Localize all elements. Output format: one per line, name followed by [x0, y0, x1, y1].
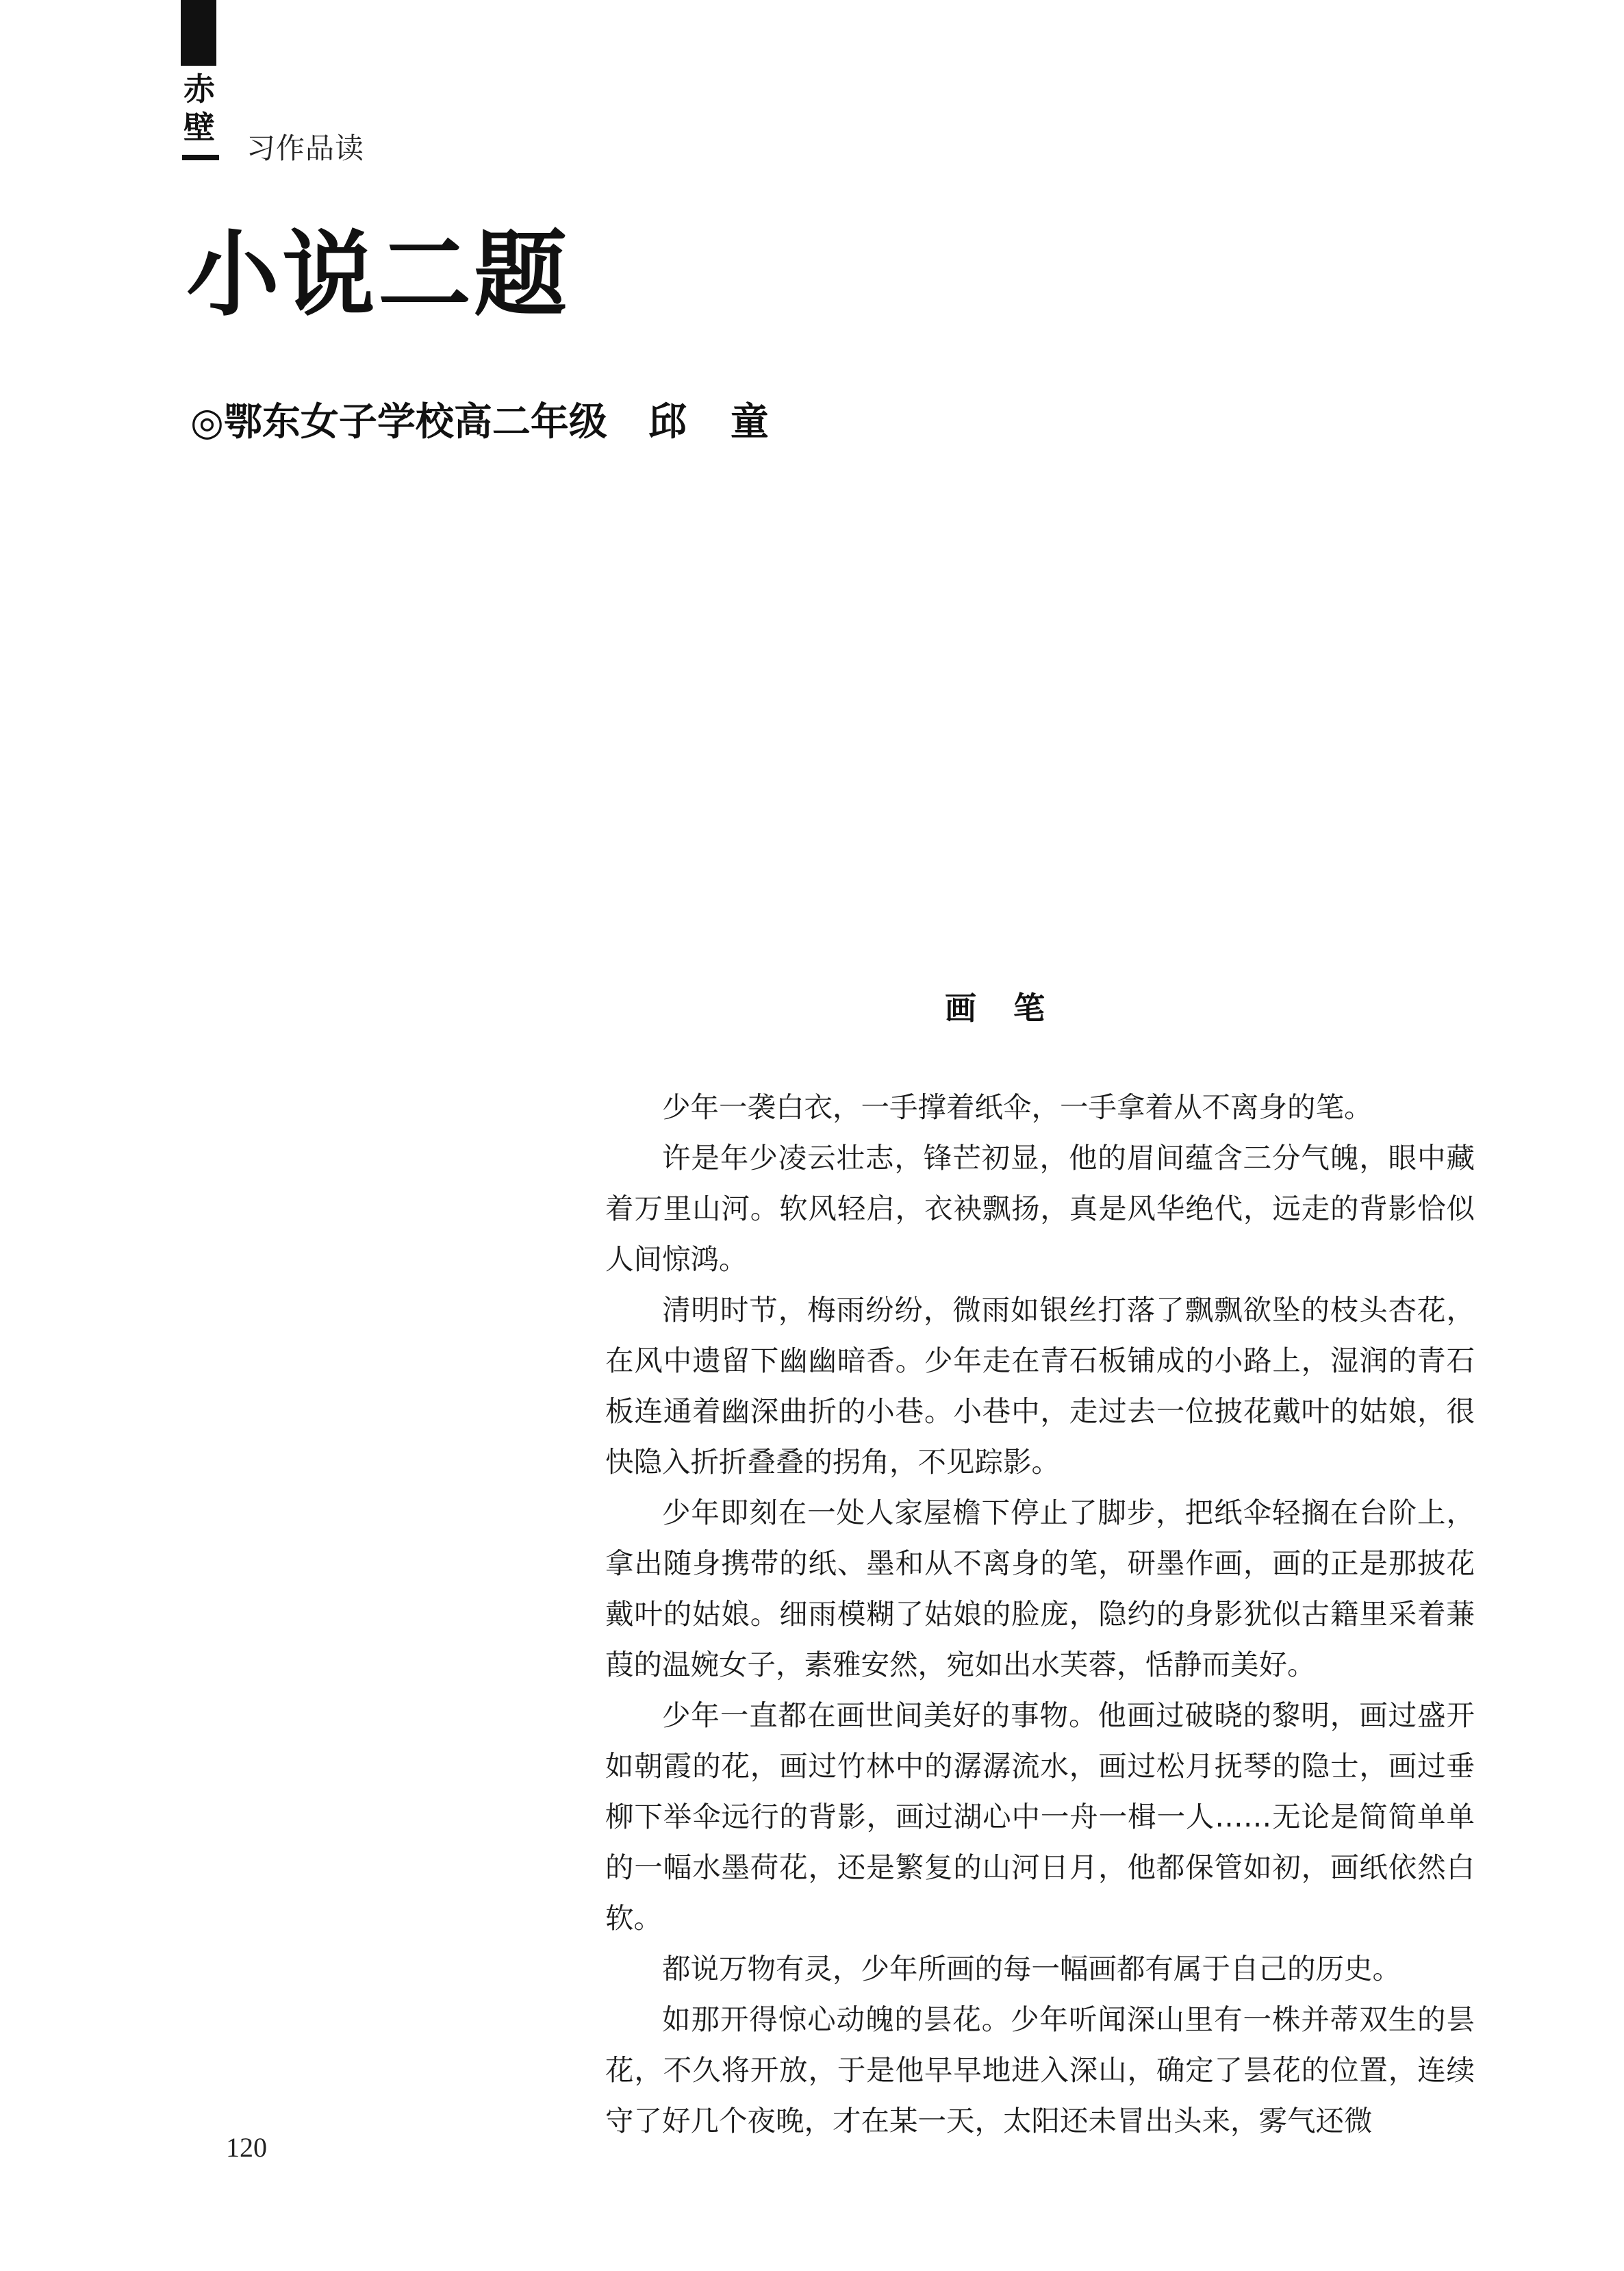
byline-mark: ◎ [190, 399, 224, 444]
brand-underline [182, 155, 219, 160]
paragraph: 如那开得惊心动魄的昙花。少年听闻深山里有一株并蒂双生的昙花，不久将开放，于是他早早地进入深山，确定了昙花的位置，连续守了好几个夜晚，才在某一天，太阳还未冒出头来，雾气还微 [605, 2003, 1475, 2137]
column-logo [175, 70, 223, 147]
paragraph: 许是年少凌云壮志，锋芒初显，他的眉间蕴含三分气魄，眼中藏着万里山河。软风轻启，衣袂飘扬，真是风华绝代，远走的背影恰似人间惊鸿。 [605, 1141, 1475, 1276]
story-title-char: 笔 [1013, 990, 1045, 1027]
brand-bar [181, 0, 216, 66]
paragraph: 少年一袭白衣，一手撑着纸伞，一手拿着从不离身的笔。 [662, 1090, 1373, 1124]
byline [190, 392, 769, 447]
column-logo-char: 壁 [183, 109, 215, 146]
story-title-char: 画 [945, 990, 976, 1027]
page-number: 120 [226, 2132, 267, 2163]
section-label: 习作品读 [246, 131, 365, 165]
page-title: 小说二题 [186, 221, 570, 329]
paragraph: 清明时节，梅雨纷纷，微雨如银丝打落了飘飘欲坠的枝头杏花，在风中遗留下幽幽暗香。少年走在青石板铺成的小路上，湿润的青石板连通着幽深曲折的小巷。小巷中，走过去一位披花戴叶的姑娘，很快隐入折折叠叠的拐角，不见踪影。 [605, 1293, 1475, 1479]
byline-author-char: 邱 [648, 399, 687, 444]
byline-author-char: 童 [730, 399, 769, 444]
paragraph: 少年一直都在画世间美好的事物。他画过破晓的黎明，画过盛开如朝霞的花，画过竹林中的潺潺流水，画过松月抚琴的隐士，画过垂柳下举伞远行的背影，画过湖心中一舟一楫一人……无论是简简单单的一幅水墨荷花，还是繁复的山河日月，他都保管如初，画纸依然白软。 [605, 1698, 1475, 1935]
article-body [605, 1082, 1475, 2146]
paragraph: 少年即刻在一处人家屋檐下停止了脚步，把纸伞轻搁在台阶上，拿出随身携带的纸、墨和从不离身的笔，研墨作画，画的正是那披花戴叶的姑娘。细雨模糊了姑娘的脸庞，隐约的身影犹似古籍里采着蒹葭的温婉女子，素雅安然，宛如出水芙蓉，恬静而美好。 [605, 1496, 1475, 1681]
paragraph: 都说万物有灵，少年所画的每一幅画都有属于自己的历史。 [662, 1952, 1401, 1985]
story-title [945, 983, 1045, 1029]
byline-school: 鄂东女子学校高二年级 [223, 399, 607, 444]
column-logo-char: 赤 [183, 71, 215, 108]
